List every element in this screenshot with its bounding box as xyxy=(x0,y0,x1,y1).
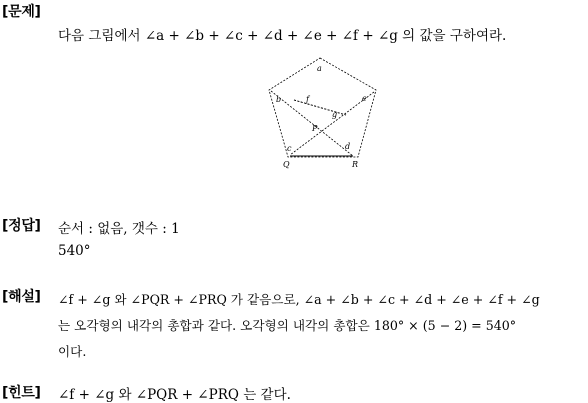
label-Q: Q xyxy=(283,160,290,169)
label-c: c xyxy=(287,144,292,153)
explanation-line-2: 는 오각형의 내각의 총합과 같다. 오각형의 내각의 총합은 180° × (5 − 2) = 540° xyxy=(58,318,517,333)
answer-line-1: 순서 : 없음, 갯수 : 1 xyxy=(58,221,180,237)
explanation-line-1: ∠f + ∠g 와 ∠PQR + ∠PRQ 가 같음으로, ∠a + ∠b + ∠c + ∠d + ∠e + ∠f + ∠g xyxy=(58,292,540,307)
pentagon-figure xyxy=(262,52,382,176)
answer-line-2: 540° xyxy=(58,243,91,259)
hint-text: ∠f + ∠g 와 ∠PQR + ∠PRQ 는 같다. xyxy=(58,387,291,403)
label-P: P xyxy=(312,124,318,133)
answer-label: [정답] xyxy=(2,218,41,234)
explanation-line-3: 이다. xyxy=(58,344,87,359)
label-d: d xyxy=(345,142,351,151)
segment-f-g-bottom xyxy=(294,100,346,115)
label-g: g xyxy=(332,110,338,119)
label-b: b xyxy=(276,95,282,104)
label-e: e xyxy=(362,94,367,103)
label-R: R xyxy=(352,160,359,169)
problem-text: 다음 그림에서 ∠a + ∠b + ∠c + ∠d + ∠e + ∠f + ∠g 의 값을 구하여라. xyxy=(58,28,507,44)
label-a: a xyxy=(317,64,322,73)
pentagon-outline xyxy=(269,58,376,157)
label-f: f xyxy=(306,95,309,104)
hint-label: [힌트] xyxy=(2,385,41,401)
explanation-label: [해설] xyxy=(2,289,41,305)
problem-label: [문제] xyxy=(2,4,41,20)
